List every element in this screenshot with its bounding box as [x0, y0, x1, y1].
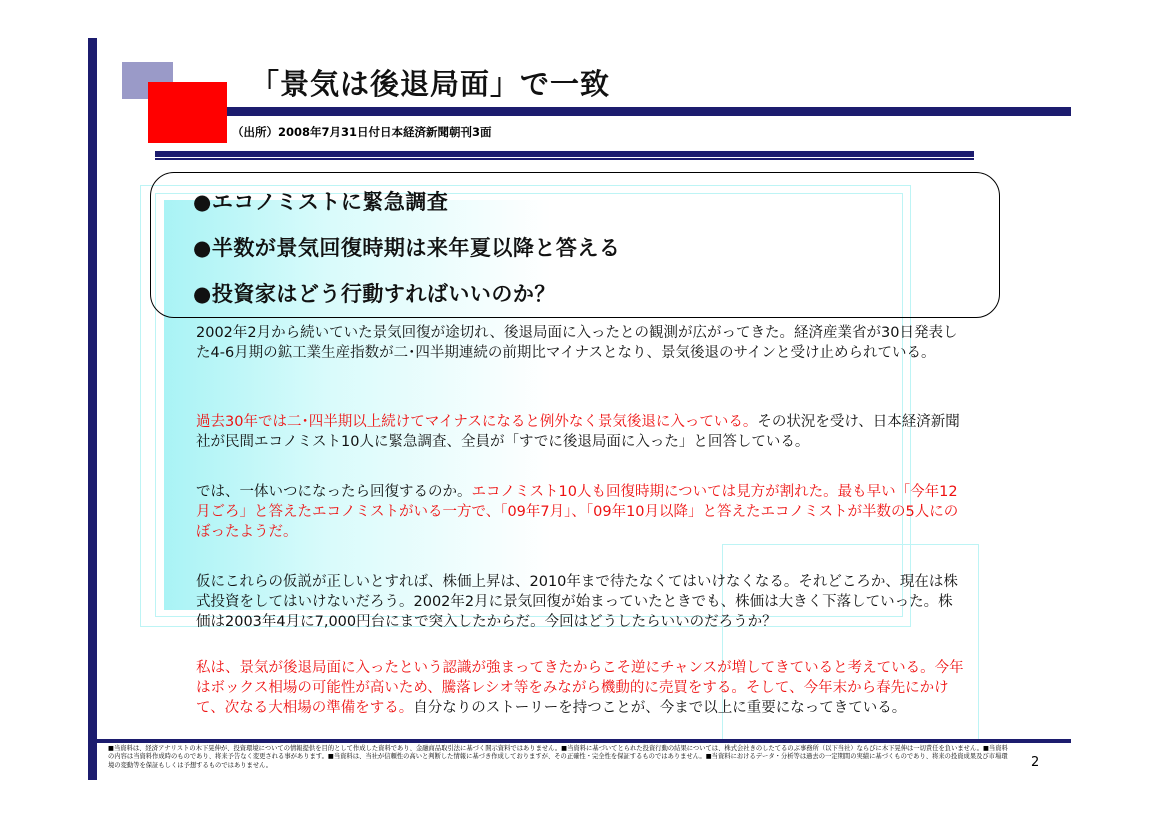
header-divider-thin	[155, 158, 974, 160]
paragraph-text: 自分なりのストーリーを持つことが、今まで以上に重要になってきている。	[413, 700, 907, 716]
headline-bullet-1: ●エコノミストに緊急調査	[193, 190, 449, 214]
body-paragraph-2	[196, 412, 966, 452]
paragraph-text: その状況を受け、日本経済新聞社が民間エコノミスト10人に緊急調査、全員が「すでに後退局面に入った」と回答している。	[196, 414, 960, 450]
disclaimer-footer: ■当資料は、経済アナリストの木下晃伸が、投資環境についての情報提供を目的として作成した資料であり、金融商品取引法に基づく開示資料ではありません。■当資料に基づいてとられた投資行動の結果については、株式会社きのしたてるのぶ事務所（以下当社）ならびに木下晃伸は一切責任を負いません。■当資料の内容は当資料作成時のものであり、将来予告なく変更される事があります。■当資料は、当社が信頼性の高いと判断した情報に基づき作成しておりますが、その正確性・完全性を保証するものではありません。■当資料におけるデータ・分析等は過去の一定期間の実績に基づくものであり、将来の投資成果及び市場環境の変動等を保証もしくは予想するものではありません。	[108, 745, 1008, 769]
header-divider	[155, 151, 974, 157]
highlighted-text: 過去30年では二･四半期以上続けてマイナスになると例外なく景気後退に入っている。	[196, 414, 758, 430]
source-citation: （出所）2008年7月31日付日本経済新聞朝刊3面	[232, 125, 492, 139]
footer-divider	[88, 739, 1071, 743]
body-paragraph-5	[196, 658, 966, 718]
headline-bullet-2: ●半数が景気回復時期は来年夏以降と答える	[193, 236, 621, 260]
paragraph-text: では、一体いつになったら回復するのか。	[196, 484, 472, 500]
decor-red-square	[148, 82, 227, 143]
headline-bullet-3: ●投資家はどう行動すればいいのか？	[193, 282, 556, 306]
highlighted-text: 私は、景気が後退局面に入ったという認識が強まってきたからこそ逆にチャンスが増してきていると考えている。今年はボックス相場の可能性が高いため、騰落レシオ等をみながら機動的に売買をする。そして、今年末から春先にかけて、次なる大相場の準備をする。	[196, 660, 964, 716]
page-number: 2	[1031, 755, 1040, 770]
body-paragraph-1	[196, 323, 966, 363]
body-paragraph-3	[196, 482, 966, 542]
paragraph-text: 2002年2月から続いていた景気回復が途切れ、後退局面に入ったとの観測が広がってきた。経済産業省が30日発表した4-6月期の鉱工業生産指数が二･四半期連続の前期比マイナスとなり、景気後退のサインと受け止められている。	[196, 325, 958, 361]
title-underline	[227, 107, 1071, 116]
highlighted-text: エコノミスト10人も回復時期については見方が割れた。最も早い「今年12月ごろ」と答えたエコノミストがいる一方で、「09年7月」、「09年10月以降」と答えたエコノミストが半数の5人にのぼったようだ。	[196, 484, 959, 540]
paragraph-text: 仮にこれらの仮説が正しいとすれば、株価上昇は、2010年まで待たなくてはいけなくなる。それどころか、現在は株式投資をしてはいけないだろう。2002年2月に景気回復が始まっていたときでも、株価は大きく下落していった。株価は2003年4月に7,000円台にまで突入したからだ。今回はどうしたらいいのだろうか？	[196, 574, 958, 630]
slide-title: 「景気は後退局面」で一致	[250, 67, 611, 101]
left-accent-bar	[88, 38, 97, 780]
body-paragraph-4	[196, 572, 966, 632]
